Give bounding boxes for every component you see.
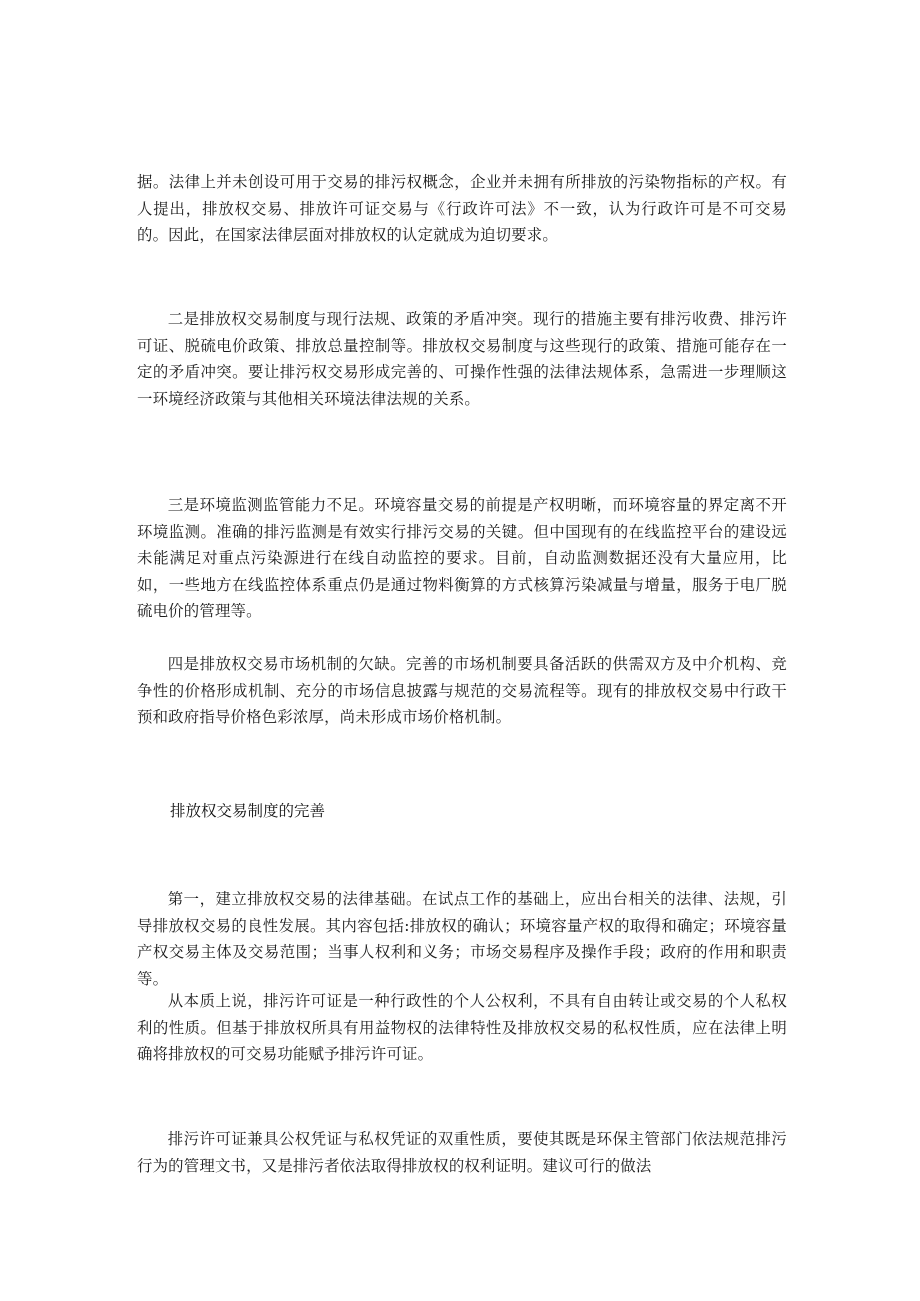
paragraph-monitoring-capacity: 三是环境监测监管能力不足。环境容量交易的前提是产权明晰，而环境容量的界定离不开环境监测。准确的排污监测是有效实行排污交易的关键。但中国现有的在线监控平台的建设远未能满足对重点污染源进行在线自动监控的要求。目前，自动监测数据还没有大量应用，比如，一些地方在线监控体系重点仍是通过物料衡算的方式核算污染减量与增量，服务于电厂脱硫电价的管理等。 bbox=[137, 496, 787, 620]
paragraph-permit-nature: 从本质上说，排污许可证是一种行政性的个人公权利，不具有自由转让或交易的个人私权利的性质。但基于排放权所具有用益物权的法律特性及排放权交易的私权性质，应在法律上明确将排放权的可交易功能赋予排污许可证。 bbox=[137, 992, 787, 1063]
paragraph-legal-basis: 第一，建立排放权交易的法律基础。在试点工作的基础上，应出台相关的法律、法规，引导排放权交易的良性发展。其内容包括:排放权的确认；环境容量产权的取得和确定；环境容量产权交易主体及交易范围；当事人权利和义务；市场交易程序及操作手段；政府的作用和职责等。 bbox=[137, 890, 787, 988]
paragraph-policy-conflict: 二是排放权交易制度与现行法规、政策的矛盾冲突。现行的措施主要有排污收费、排污许可证、脱硫电价政策、排放总量控制等。排放权交易制度与这些现行的政策、措施可能存在一定的矛盾冲突。要让排污权交易形成完善的、可操作性强的法律法规体系，急需进一步理顺这一环境经济政策与其他相关环境法律法规的关系。 bbox=[137, 310, 787, 408]
paragraph-market-mechanism: 四是排放权交易市场机制的欠缺。完善的市场机制要具备活跃的供需双方及中介机构、竞争性的价格形成机制、充分的市场信息披露与规范的交易流程等。现有的排放权交易中行政干预和政府指导价格色彩浓厚，尚未形成市场价格机制。 bbox=[137, 655, 787, 726]
paragraph-dual-nature: 排污许可证兼具公权凭证与私权凭证的双重性质，要使其既是环保主管部门依法规范排污行为的管理文书，又是排污者依法取得排放权的权利证明。建议可行的做法 bbox=[137, 1130, 787, 1175]
paragraph-continuation: 据。法律上并未创设可用于交易的排污权概念，企业并未拥有所排放的污染物指标的产权。有人提出，排放权交易、排放许可证交易与《行政许可法》不一致，认为行政许可是不可交易的。因此，在国家法律层面对排放权的认定就成为迫切要求。 bbox=[137, 173, 787, 244]
section-heading: 排放权交易制度的完善 bbox=[170, 802, 326, 820]
